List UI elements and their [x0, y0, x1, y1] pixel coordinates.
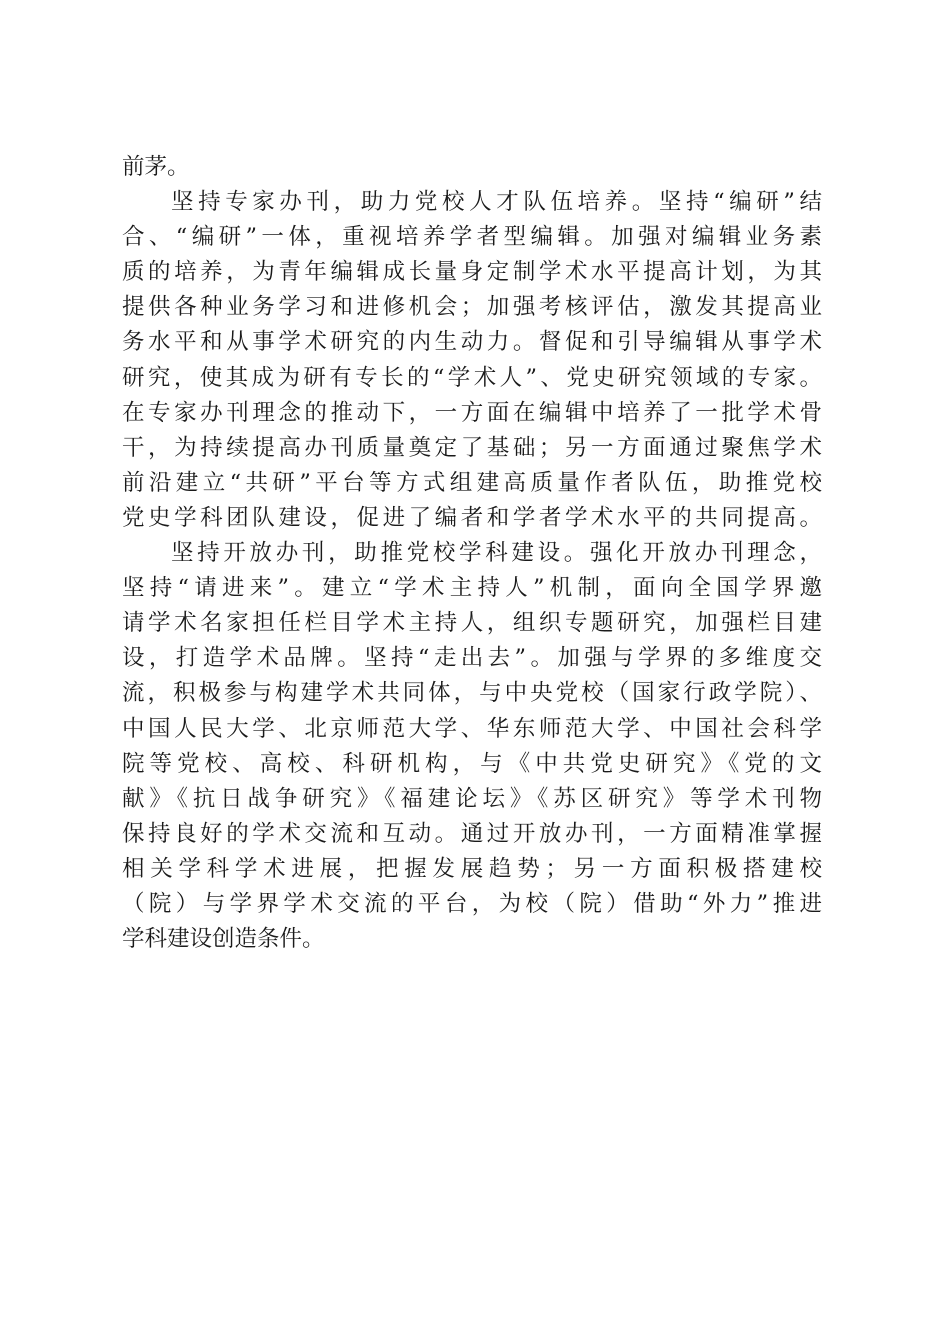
text-line: 中国人民大学、北京师范大学、华东师范大学、中国社会科学: [122, 715, 822, 742]
text-line: 前茅。: [122, 154, 190, 180]
text-line: 流，积极参与构建学术共同体，与中央党校（国家行政学院）、: [122, 680, 822, 707]
text-line: 合、“编研”一体，重视培养学者型编辑。加强对编辑业务素: [122, 224, 822, 251]
text-line: 研究，使其成为研有专长的“学术人”、党史研究领域的专家。: [122, 364, 822, 391]
body-text: [122, 150, 822, 957]
text-line: （院）与学界学术交流的平台，为校（院）借助“外力”推进: [122, 890, 822, 917]
text-line: 坚持开放办刊，助推党校学科建设。强化开放办刊理念，: [171, 540, 822, 567]
text-line: 保持良好的学术交流和互动。通过开放办刊，一方面精准掌握: [122, 820, 822, 847]
text-line: 在专家办刊理念的推动下，一方面在编辑中培养了一批学术骨: [122, 399, 822, 426]
text-line: 请学术名家担任栏目学术主持人，组织专题研究，加强栏目建: [122, 610, 822, 637]
text-line: 献》《抗日战争研究》《福建论坛》《苏区研究》等学术刊物: [122, 785, 822, 812]
text-line: 坚持“请进来”。建立“学术主持人”机制，面向全国学界邀: [122, 575, 822, 602]
text-line: 务水平和从事学术研究的内生动力。督促和引导编辑从事学术: [122, 329, 822, 356]
text-line: 设，打造学术品牌。坚持“走出去”。加强与学界的多维度交: [122, 645, 822, 672]
text-line: 前沿建立“共研”平台等方式组建高质量作者队伍，助推党校: [122, 469, 822, 496]
text-line: 党史学科团队建设，促进了编者和学者学术水平的共同提高。: [122, 504, 822, 531]
text-line: 学科建设创造条件。: [122, 926, 325, 953]
text-line: 院等党校、高校、科研机构，与《中共党史研究》《党的文: [122, 750, 822, 777]
text-line: 坚持专家办刊，助力党校人才队伍培养。坚持“编研”结: [171, 189, 822, 216]
text-line: 提供各种业务学习和进修机会；加强考核评估，激发其提高业: [122, 294, 822, 321]
text-line: 相关学科学术进展，把握发展趋势；另一方面积极搭建校: [122, 855, 822, 882]
text-line: 干，为持续提高办刊质量奠定了基础；另一方面通过聚焦学术: [122, 434, 822, 461]
text-line: 质的培养，为青年编辑成长量身定制学术水平提高计划，为其: [122, 259, 822, 286]
